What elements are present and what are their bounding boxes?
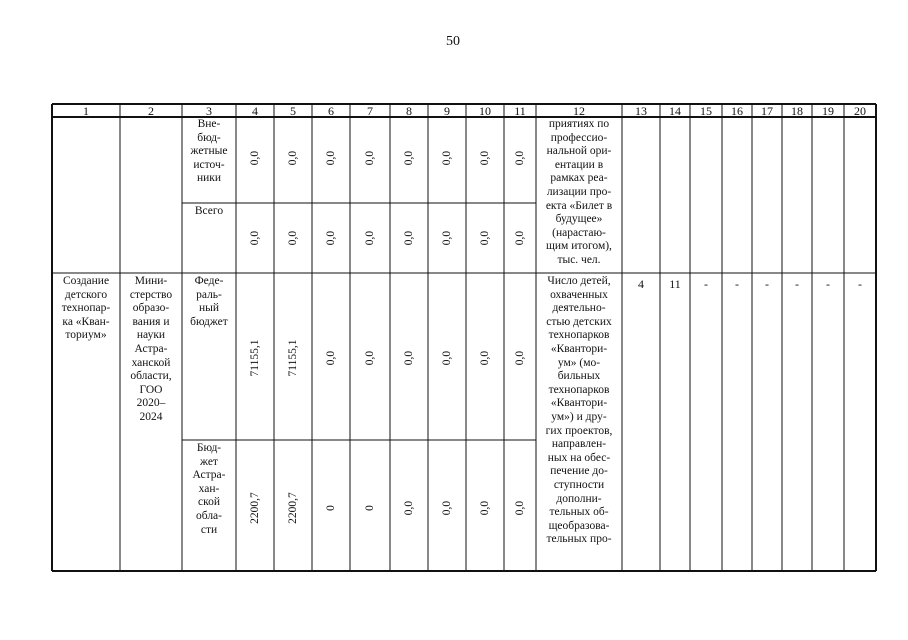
source-label-line: сти: [200, 523, 218, 536]
column-number-header: 3: [206, 104, 212, 118]
funding-value: 0,0: [441, 500, 453, 516]
source-label-line: бюд-: [197, 131, 221, 144]
funding-value: 0,0: [441, 150, 453, 166]
funding-value: 0,0: [479, 350, 491, 366]
executor-name-line: стерство: [129, 288, 173, 301]
indicator-text-line: нальной ори-: [546, 145, 612, 158]
source-label-line: обла-: [196, 510, 222, 522]
column-number-header: 7: [367, 104, 373, 118]
funding-value: 0,0: [514, 230, 526, 246]
year-value: -: [765, 277, 769, 291]
column-number-header: 6: [328, 104, 334, 118]
funding-value: 0,0: [441, 230, 453, 246]
year-value: 11: [669, 277, 681, 291]
source-label-line: ники: [196, 172, 222, 185]
funding-value: 0,0: [325, 150, 337, 166]
column-number-header: 5: [290, 104, 296, 118]
funding-value: 0,0: [287, 150, 299, 166]
funding-value: 0,0: [364, 230, 376, 246]
indicator-text-line: печение до-: [550, 465, 608, 478]
funding-value: 71155,1: [249, 339, 261, 377]
column-number-header: 15: [700, 104, 712, 118]
indicator-text-line: ных на обес-: [547, 451, 611, 464]
executor-name-line: науки: [136, 329, 166, 342]
indicator-text-line: «Квантори-: [550, 343, 608, 355]
indicator-text-line: щим итогом),: [546, 240, 612, 253]
event-name-line: ка «Кван-: [62, 315, 110, 328]
indicator-text-line: ум») и дру-: [551, 411, 607, 423]
funding-value: 0,0: [441, 350, 453, 366]
column-number-header: 12: [573, 104, 585, 118]
funding-value: 0,0: [249, 230, 261, 246]
funding-value: 0,0: [403, 150, 415, 166]
indicator-text-line: технопарков: [548, 329, 610, 342]
indicator-text-line: «Квантори-: [550, 397, 608, 410]
funding-value: 0,0: [287, 230, 299, 246]
source-label-line: Вне-: [197, 118, 221, 130]
funding-value: 0: [325, 505, 337, 511]
column-number-header: 18: [791, 104, 803, 118]
executor-name-line: образо-: [132, 302, 170, 315]
executor-name-line: вания и: [132, 315, 170, 328]
executor-name-line: 2024: [139, 411, 163, 423]
indicator-text-line: тельных об-: [549, 506, 609, 519]
indicator-text-line: будущее»: [555, 213, 603, 226]
indicator-text-line: деятельно-: [552, 302, 606, 315]
indicator-text-line: гих проектов,: [545, 424, 613, 437]
column-number-header: 19: [822, 104, 834, 118]
column-number-header: 10: [479, 104, 491, 118]
indicator-text-line: тельных про-: [546, 533, 612, 546]
source-label-line: жетные: [190, 145, 228, 158]
source-label-line: хан-: [198, 482, 220, 495]
source-label-line: Феде-: [194, 275, 224, 287]
column-number-header: 2: [148, 104, 154, 118]
source-label-line: Астра-: [192, 469, 226, 482]
page-number: 50: [446, 34, 460, 49]
source-label-line: бюджет: [190, 315, 228, 328]
funding-value: 0,0: [325, 230, 337, 246]
source-label-line: ской: [197, 496, 220, 509]
indicator-text-line: приятиях по: [548, 118, 610, 130]
column-number-header: 13: [635, 104, 647, 118]
funding-value: 0,0: [403, 350, 415, 366]
source-label: Всего: [194, 205, 224, 217]
indicator-text-line: ентации в: [554, 158, 604, 171]
funding-value: 2200,7: [249, 492, 261, 524]
event-name-line: технопар-: [61, 302, 111, 315]
year-value: 4: [638, 277, 644, 291]
indicator-text-line: профессио-: [550, 131, 608, 144]
indicator-text-line: ум» (мо-: [557, 356, 601, 369]
executor-name-line: Мини-: [134, 275, 168, 287]
source-label-line: Бюд-: [196, 442, 222, 454]
indicator-text-line: стью детских: [546, 315, 612, 328]
column-number-header: 14: [669, 104, 681, 118]
source-label-line: раль-: [196, 288, 222, 301]
indicator-text-line: тыс. чел.: [557, 254, 601, 266]
event-name-line: детского: [64, 288, 108, 301]
funding-value: 0,0: [479, 150, 491, 166]
executor-name-line: ГОО: [139, 383, 163, 396]
year-value: -: [858, 277, 862, 291]
funding-value: 0,0: [325, 350, 337, 366]
funding-value: 71155,1: [287, 339, 299, 377]
indicator-text-line: дополни-: [556, 492, 602, 505]
year-value: -: [795, 277, 799, 291]
column-number-header: 1: [83, 104, 89, 118]
funding-value: 0,0: [403, 500, 415, 516]
indicator-text-line: Число детей,: [547, 275, 611, 287]
column-number-header: 16: [731, 104, 743, 118]
column-number-header: 4: [252, 104, 258, 118]
source-label-line: жет: [200, 455, 218, 468]
indicator-text-line: екта «Билет в: [545, 199, 613, 212]
funding-value: 0,0: [403, 230, 415, 246]
event-name-line: ториум»: [65, 329, 107, 342]
column-number-header: 9: [444, 104, 450, 118]
funding-value: 0,0: [479, 230, 491, 246]
indicator-text-line: направлен-: [551, 438, 607, 451]
indicator-text-line: лизации про-: [546, 186, 612, 198]
indicator-text-line: (нарастаю-: [552, 226, 606, 239]
indicator-text-line: охваченных: [550, 288, 608, 301]
year-value: -: [735, 277, 739, 291]
year-value: -: [826, 277, 830, 291]
funding-value: 0,0: [364, 150, 376, 166]
funding-value: 0,0: [514, 500, 526, 516]
funding-value: 2200,7: [287, 492, 299, 524]
funding-value: 0,0: [249, 150, 261, 166]
executor-name-line: ханской: [131, 356, 171, 369]
executor-name-line: области,: [130, 370, 172, 383]
event-name-line: Создание: [62, 275, 110, 287]
funding-value: 0,0: [364, 350, 376, 366]
column-number-header: 8: [406, 104, 412, 118]
column-number-header: 20: [854, 104, 866, 118]
indicator-text-line: бильных: [557, 370, 601, 383]
indicator-text-line: технопарков: [548, 383, 610, 396]
executor-name-line: Астра-: [134, 343, 168, 355]
source-label-line: ный: [198, 302, 220, 315]
indicator-text-line: ступности: [553, 479, 605, 491]
indicator-text-line: щеобразова-: [548, 519, 610, 532]
column-number-header: 17: [761, 104, 773, 118]
indicator-text-line: рамках реа-: [550, 172, 608, 185]
funding-value: 0: [364, 505, 376, 511]
column-number-header: 11: [514, 104, 526, 118]
executor-name-line: 2020–: [136, 397, 166, 410]
source-label-line: источ-: [193, 158, 225, 171]
funding-value: 0,0: [514, 150, 526, 166]
funding-value: 0,0: [514, 350, 526, 366]
funding-value: 0,0: [479, 500, 491, 516]
year-value: -: [704, 277, 708, 291]
